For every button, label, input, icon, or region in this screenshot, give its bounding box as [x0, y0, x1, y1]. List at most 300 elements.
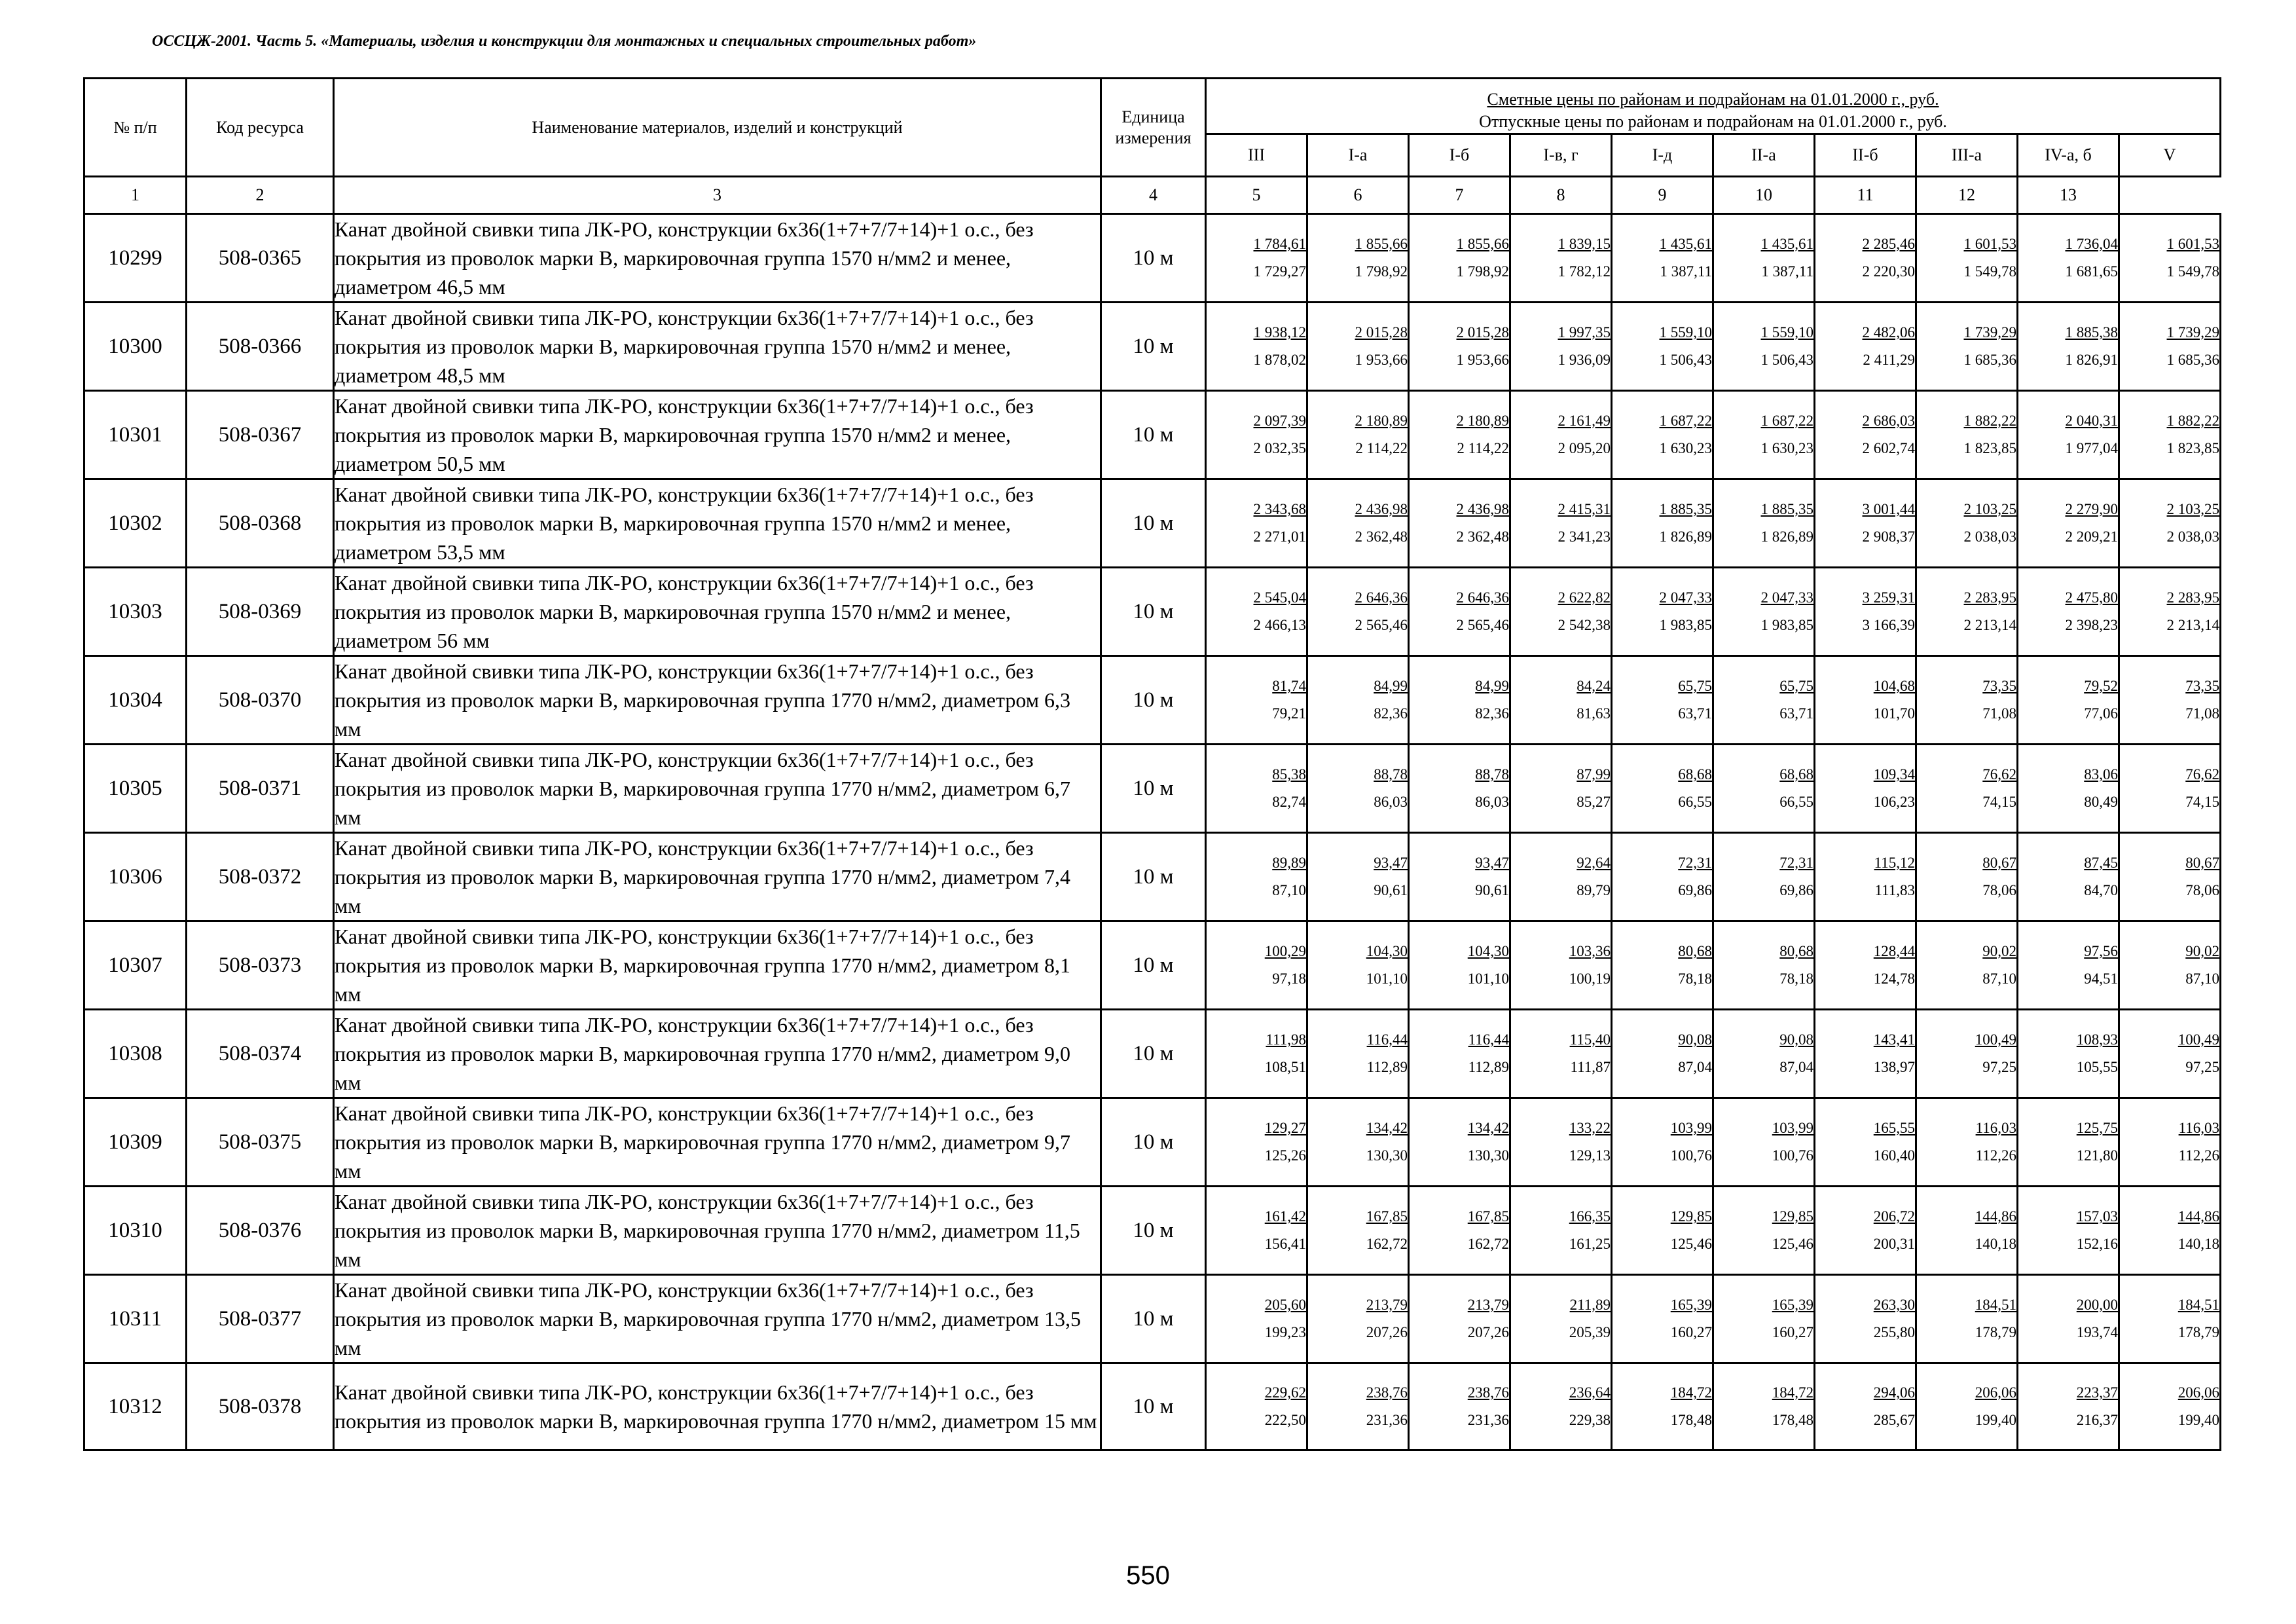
release-price: 152,16 — [2076, 1236, 2118, 1252]
row-number: 10299 — [84, 214, 187, 303]
estimate-price: 167,85 — [1467, 1208, 1509, 1225]
release-price: 2 095,20 — [1558, 440, 1611, 456]
resource-code: 508-0377 — [187, 1275, 334, 1363]
release-price: 2 213,14 — [1963, 617, 2016, 633]
unit-of-measure: 10 м — [1101, 303, 1206, 391]
price-cell — [2119, 921, 2221, 1010]
price-cell — [1612, 745, 1713, 833]
price-cell — [1307, 1010, 1409, 1098]
estimate-price: 238,76 — [1467, 1384, 1509, 1401]
price-cell — [2018, 921, 2119, 1010]
material-name: Канат двойной свивки типа ЛК-РО, конструкции 6х36(1+7+7/7+14)+1 о.с., без покрытия из проволок марки В, маркировочная группа 1570 н/мм2 и менее, диаметром 50,5 мм — [334, 391, 1101, 479]
price-cell — [1612, 568, 1713, 656]
price-cell — [1510, 833, 1612, 921]
estimate-price: 1 687,22 — [1760, 413, 1813, 429]
release-price: 89,79 — [1576, 882, 1611, 898]
price-cell — [1916, 745, 2018, 833]
estimate-price: 2 622,82 — [1558, 589, 1611, 606]
price-cell — [2018, 479, 2119, 568]
release-price: 1 983,85 — [1760, 617, 1813, 633]
price-cell — [2018, 656, 2119, 745]
release-price: 255,80 — [1873, 1324, 1915, 1340]
estimate-price: 80,67 — [1982, 855, 2016, 871]
release-price: 124,78 — [1873, 970, 1915, 987]
release-price: 207,26 — [1467, 1324, 1509, 1340]
column-number: 2 — [187, 177, 334, 214]
price-cell — [1510, 303, 1612, 391]
estimate-price: 2 180,89 — [1456, 413, 1509, 429]
estimate-price: 134,42 — [1467, 1120, 1509, 1136]
release-price: 178,48 — [1772, 1412, 1813, 1428]
release-price: 69,86 — [1779, 882, 1813, 898]
release-price: 1 782,12 — [1558, 263, 1611, 280]
price-cell — [1510, 1187, 1612, 1275]
column-number: 7 — [1409, 177, 1510, 214]
price-cell — [1815, 921, 1916, 1010]
release-price: 2 114,22 — [1457, 440, 1509, 456]
table-row — [84, 303, 2221, 391]
estimate-price: 93,47 — [1475, 855, 1509, 871]
price-cell — [1713, 479, 1815, 568]
estimate-price: 129,27 — [1264, 1120, 1306, 1136]
region-header: V — [2119, 134, 2221, 177]
table-row — [84, 1363, 2221, 1450]
release-price: 87,04 — [1779, 1059, 1813, 1075]
price-cell — [2119, 568, 2221, 656]
price-cell — [1307, 1275, 1409, 1363]
estimate-price: 206,06 — [2178, 1384, 2220, 1401]
row-number: 10302 — [84, 479, 187, 568]
price-cell — [1916, 1098, 2018, 1187]
price-cell — [2119, 745, 2221, 833]
release-price: 2 565,46 — [1355, 617, 1408, 633]
estimate-price: 236,64 — [1569, 1384, 1611, 1401]
release-price: 199,23 — [1264, 1324, 1306, 1340]
estimate-price: 2 015,28 — [1456, 324, 1509, 341]
price-cell — [1815, 745, 1916, 833]
price-cell — [1206, 1098, 1307, 1187]
release-price: 86,03 — [1374, 794, 1408, 810]
header-resource-code: Код ресурса — [187, 79, 334, 177]
estimate-price: 1 435,61 — [1760, 236, 1813, 252]
table-row — [84, 745, 2221, 833]
estimate-price: 88,78 — [1475, 766, 1509, 783]
price-cell — [1916, 303, 2018, 391]
table-row — [84, 214, 2221, 303]
release-price: 2 038,03 — [2166, 528, 2220, 545]
price-cell — [1612, 214, 1713, 303]
price-cell — [1713, 1187, 1815, 1275]
resource-code: 508-0378 — [187, 1363, 334, 1450]
release-price: 63,71 — [1678, 705, 1712, 722]
release-price: 2 362,48 — [1355, 528, 1408, 545]
price-cell — [1206, 656, 1307, 745]
material-name: Канат двойной свивки типа ЛК-РО, конструкции 6х36(1+7+7/7+14)+1 о.с., без покрытия из проволок марки В, маркировочная группа 1770 н/мм2, диаметром 8,1 мм — [334, 921, 1101, 1010]
release-price: 205,39 — [1569, 1324, 1611, 1340]
release-price: 66,55 — [1779, 794, 1813, 810]
estimate-price: 2 279,90 — [2065, 501, 2118, 517]
price-cell — [1307, 479, 1409, 568]
estimate-price: 144,86 — [1975, 1208, 2016, 1225]
unit-of-measure: 10 м — [1101, 1187, 1206, 1275]
estimate-price: 2 475,80 — [2065, 589, 2118, 606]
price-cell — [1916, 479, 2018, 568]
price-cell — [1916, 921, 2018, 1010]
price-cell — [1409, 921, 1510, 1010]
price-cell — [1307, 1098, 1409, 1187]
estimate-price: 143,41 — [1873, 1031, 1915, 1048]
estimate-price: 1 739,29 — [1963, 324, 2016, 341]
release-price: 77,06 — [2084, 705, 2118, 722]
release-price: 129,13 — [1569, 1147, 1611, 1164]
price-cell — [1916, 1363, 2018, 1450]
price-cell — [1409, 1363, 1510, 1450]
release-price: 2 341,23 — [1558, 528, 1611, 545]
estimate-price: 2 103,25 — [2166, 501, 2220, 517]
price-cell — [2018, 833, 2119, 921]
release-price: 105,55 — [2076, 1059, 2118, 1075]
unit-of-measure: 10 м — [1101, 391, 1206, 479]
price-cell — [1612, 479, 1713, 568]
estimate-price: 1 855,66 — [1456, 236, 1509, 252]
price-cell — [2018, 1275, 2119, 1363]
release-price: 101,10 — [1467, 970, 1509, 987]
release-price: 2 271,01 — [1253, 528, 1306, 545]
release-price: 97,25 — [2185, 1059, 2220, 1075]
price-cell — [1510, 1275, 1612, 1363]
release-price: 1 506,43 — [1659, 352, 1712, 368]
release-price: 82,36 — [1475, 705, 1509, 722]
release-price: 78,18 — [1779, 970, 1813, 987]
unit-of-measure: 10 м — [1101, 656, 1206, 745]
unit-of-measure: 10 м — [1101, 1363, 1206, 1450]
release-price: 125,46 — [1670, 1236, 1712, 1252]
row-number: 10303 — [84, 568, 187, 656]
release-price: 74,15 — [1982, 794, 2016, 810]
price-cell — [1510, 1098, 1612, 1187]
price-cell — [1916, 214, 2018, 303]
estimate-price: 205,60 — [1264, 1297, 1306, 1313]
header-estimate-title: Сметные цены по районам и подрайонам на 01.01.2000 г., руб. — [1487, 90, 1939, 109]
table-row — [84, 479, 2221, 568]
release-price: 231,36 — [1467, 1412, 1509, 1428]
release-price: 229,38 — [1569, 1412, 1611, 1428]
release-price: 130,30 — [1366, 1147, 1408, 1164]
price-cell — [2018, 214, 2119, 303]
price-cell — [2119, 214, 2221, 303]
release-price: 112,89 — [1366, 1059, 1408, 1075]
unit-of-measure: 10 м — [1101, 214, 1206, 303]
region-header: II-б — [1815, 134, 1916, 177]
price-cell — [1612, 1098, 1713, 1187]
estimate-price: 1 435,61 — [1659, 236, 1712, 252]
estimate-price: 2 415,31 — [1558, 501, 1611, 517]
estimate-price: 87,45 — [2084, 855, 2118, 871]
row-number: 10309 — [84, 1098, 187, 1187]
release-price: 2 542,38 — [1558, 617, 1611, 633]
price-cell — [2018, 303, 2119, 391]
price-cell — [1815, 656, 1916, 745]
estimate-price: 90,02 — [1982, 943, 2016, 959]
price-cell — [2119, 1010, 2221, 1098]
release-price: 2 114,22 — [1355, 440, 1408, 456]
table-row — [84, 1098, 2221, 1187]
price-cell — [1409, 656, 1510, 745]
release-price: 199,40 — [2178, 1412, 2220, 1428]
table-row — [84, 568, 2221, 656]
price-cell — [1612, 656, 1713, 745]
estimate-price: 144,86 — [2178, 1208, 2220, 1225]
region-header: IV-а, б — [2018, 134, 2119, 177]
estimate-price: 200,00 — [2076, 1297, 2118, 1313]
price-cell — [1206, 214, 1307, 303]
release-price: 111,87 — [1570, 1059, 1611, 1075]
estimate-price: 109,34 — [1873, 766, 1915, 783]
estimate-price: 80,67 — [2185, 855, 2220, 871]
release-price: 2 565,46 — [1456, 617, 1509, 633]
estimate-price: 238,76 — [1366, 1384, 1408, 1401]
price-cell — [1510, 1363, 1612, 1450]
release-price: 125,26 — [1264, 1147, 1306, 1164]
price-cell — [1510, 1010, 1612, 1098]
release-price: 222,50 — [1264, 1412, 1306, 1428]
release-price: 138,97 — [1873, 1059, 1915, 1075]
release-price: 3 166,39 — [1862, 617, 1915, 633]
release-price: 1 953,66 — [1355, 352, 1408, 368]
price-cell — [1713, 921, 1815, 1010]
release-price: 87,10 — [2185, 970, 2220, 987]
estimate-price: 134,42 — [1366, 1120, 1408, 1136]
estimate-price: 80,68 — [1678, 943, 1712, 959]
table-row — [84, 391, 2221, 479]
region-header: I-д — [1612, 134, 1713, 177]
estimate-price: 97,56 — [2084, 943, 2118, 959]
price-cell — [2119, 1098, 2221, 1187]
release-price: 193,74 — [2076, 1324, 2118, 1340]
estimate-price: 129,85 — [1670, 1208, 1712, 1225]
estimate-price: 1 882,22 — [2166, 413, 2220, 429]
release-price: 1 826,89 — [1659, 528, 1712, 545]
region-header: I-б — [1409, 134, 1510, 177]
price-cell — [1206, 833, 1307, 921]
estimate-price: 2 161,49 — [1558, 413, 1611, 429]
price-cell — [1713, 568, 1815, 656]
estimate-price: 84,24 — [1576, 678, 1611, 694]
price-cell — [2018, 391, 2119, 479]
estimate-price: 206,06 — [1975, 1384, 2016, 1401]
price-cell — [1307, 214, 1409, 303]
release-price: 2 411,29 — [1863, 352, 1915, 368]
estimate-price: 167,85 — [1366, 1208, 1408, 1225]
resource-code: 508-0367 — [187, 391, 334, 479]
price-cell — [1815, 1010, 1916, 1098]
estimate-price: 116,44 — [1468, 1031, 1509, 1048]
row-number: 10306 — [84, 833, 187, 921]
price-cell — [2119, 303, 2221, 391]
estimate-price: 213,79 — [1366, 1297, 1408, 1313]
price-cell — [1713, 391, 1815, 479]
estimate-price: 65,75 — [1678, 678, 1712, 694]
row-number: 10301 — [84, 391, 187, 479]
price-cell — [1206, 745, 1307, 833]
price-cell — [1612, 833, 1713, 921]
release-price: 216,37 — [2076, 1412, 2118, 1428]
estimate-price: 1 687,22 — [1659, 413, 1712, 429]
column-number: 1 — [84, 177, 187, 214]
resource-code: 508-0376 — [187, 1187, 334, 1275]
release-price: 78,18 — [1678, 970, 1712, 987]
release-price: 63,71 — [1779, 705, 1813, 722]
price-cell — [1409, 1187, 1510, 1275]
estimate-price: 87,99 — [1576, 766, 1611, 783]
release-price: 82,36 — [1374, 705, 1408, 722]
price-cell — [1307, 745, 1409, 833]
estimate-price: 90,02 — [2185, 943, 2220, 959]
release-price: 101,10 — [1366, 970, 1408, 987]
release-price: 1 823,85 — [1963, 440, 2016, 456]
release-price: 79,21 — [1272, 705, 1306, 722]
estimate-price: 128,44 — [1873, 943, 1915, 959]
estimate-price: 72,31 — [1779, 855, 1813, 871]
estimate-price: 1 559,10 — [1659, 324, 1712, 341]
estimate-price: 116,03 — [2178, 1120, 2220, 1136]
release-price: 1 798,92 — [1355, 263, 1408, 280]
release-price: 160,27 — [1772, 1324, 1813, 1340]
price-cell — [1815, 303, 1916, 391]
release-price: 178,48 — [1670, 1412, 1712, 1428]
release-price: 161,25 — [1569, 1236, 1611, 1252]
estimate-price: 1 885,35 — [1659, 501, 1712, 517]
table-row — [84, 1275, 2221, 1363]
price-cell — [1409, 745, 1510, 833]
estimate-price: 1 839,15 — [1558, 236, 1611, 252]
release-price: 178,79 — [2178, 1324, 2220, 1340]
estimate-price: 1 938,12 — [1253, 324, 1306, 341]
release-price: 1 798,92 — [1456, 263, 1509, 280]
estimate-price: 2 283,95 — [1963, 589, 2016, 606]
price-cell — [1206, 568, 1307, 656]
estimate-price: 2 047,33 — [1659, 589, 1712, 606]
price-cell — [1713, 833, 1815, 921]
column-number: 5 — [1206, 177, 1307, 214]
estimate-price: 184,51 — [2178, 1297, 2220, 1313]
estimate-price: 65,75 — [1779, 678, 1813, 694]
material-name: Канат двойной свивки типа ЛК-РО, конструкции 6х36(1+7+7/7+14)+1 о.с., без покрытия из проволок марки В, маркировочная группа 1570 н/мм2 и менее, диаметром 56 мм — [334, 568, 1101, 656]
row-number: 10305 — [84, 745, 187, 833]
release-price: 1 953,66 — [1456, 352, 1509, 368]
estimate-price: 79,52 — [2084, 678, 2118, 694]
unit-of-measure: 10 м — [1101, 1098, 1206, 1187]
release-price: 90,61 — [1374, 882, 1408, 898]
price-cell — [2018, 745, 2119, 833]
price-cell — [1206, 921, 1307, 1010]
price-cell — [2119, 1275, 2221, 1363]
estimate-price: 84,99 — [1475, 678, 1509, 694]
estimate-price: 2 180,89 — [1355, 413, 1408, 429]
price-cell — [1409, 391, 1510, 479]
release-price: 2 038,03 — [1963, 528, 2016, 545]
resource-code: 508-0370 — [187, 656, 334, 745]
release-price: 2 908,37 — [1862, 528, 1915, 545]
estimate-price: 80,68 — [1779, 943, 1813, 959]
column-number: 8 — [1510, 177, 1612, 214]
header-prices — [1206, 79, 2221, 134]
release-price: 94,51 — [2084, 970, 2118, 987]
column-number: 9 — [1612, 177, 1713, 214]
price-cell — [1916, 1187, 2018, 1275]
price-cell — [1206, 391, 1307, 479]
table-row — [84, 656, 2221, 745]
material-name: Канат двойной свивки типа ЛК-РО, конструкции 6х36(1+7+7/7+14)+1 о.с., без покрытия из проволок марки В, маркировочная группа 1770 н/мм2, диаметром 11,5 мм — [334, 1187, 1101, 1275]
release-price: 140,18 — [2178, 1236, 2220, 1252]
release-price: 1 387,11 — [1761, 263, 1813, 280]
release-price: 1 506,43 — [1760, 352, 1813, 368]
region-header: II-а — [1713, 134, 1815, 177]
release-price: 1 878,02 — [1253, 352, 1306, 368]
price-cell — [2018, 1187, 2119, 1275]
price-cell — [1307, 1363, 1409, 1450]
material-name: Канат двойной свивки типа ЛК-РО, конструкции 6х36(1+7+7/7+14)+1 о.с., без покрытия из проволок марки В, маркировочная группа 1770 н/мм2, диаметром 15 мм — [334, 1363, 1101, 1450]
price-cell — [1815, 833, 1916, 921]
release-price: 87,10 — [1982, 970, 2016, 987]
price-cell — [1206, 303, 1307, 391]
price-cell — [1713, 656, 1815, 745]
price-table — [83, 77, 2221, 1451]
price-cell — [1713, 1098, 1815, 1187]
release-price: 90,61 — [1475, 882, 1509, 898]
price-cell — [1206, 1275, 1307, 1363]
price-cell — [1815, 1363, 1916, 1450]
price-cell — [1409, 1098, 1510, 1187]
estimate-price: 211,89 — [1569, 1297, 1611, 1313]
release-price: 78,06 — [1982, 882, 2016, 898]
price-cell — [1612, 303, 1713, 391]
release-price: 101,70 — [1873, 705, 1915, 722]
estimate-price: 88,78 — [1374, 766, 1408, 783]
price-cell — [2119, 656, 2221, 745]
price-cell — [1713, 1363, 1815, 1450]
price-cell — [1206, 1363, 1307, 1450]
price-cell — [1815, 1187, 1916, 1275]
column-number: 6 — [1307, 177, 1409, 214]
estimate-price: 73,35 — [1982, 678, 2016, 694]
price-cell — [1916, 1275, 2018, 1363]
price-cell — [1916, 391, 2018, 479]
resource-code: 508-0368 — [187, 479, 334, 568]
estimate-price: 133,22 — [1569, 1120, 1611, 1136]
release-price: 106,23 — [1873, 794, 1915, 810]
release-price: 71,08 — [2185, 705, 2220, 722]
estimate-price: 108,93 — [2076, 1031, 2118, 1048]
resource-code: 508-0374 — [187, 1010, 334, 1098]
material-name: Канат двойной свивки типа ЛК-РО, конструкции 6х36(1+7+7/7+14)+1 о.с., без покрытия из проволок марки В, маркировочная группа 1770 н/мм2, диаметром 9,0 мм — [334, 1010, 1101, 1098]
estimate-price: 129,85 — [1772, 1208, 1813, 1225]
estimate-price: 92,64 — [1576, 855, 1611, 871]
resource-code: 508-0373 — [187, 921, 334, 1010]
estimate-price: 103,36 — [1569, 943, 1611, 959]
price-cell — [1409, 303, 1510, 391]
estimate-price: 1 855,66 — [1355, 236, 1408, 252]
estimate-price: 1 601,53 — [1963, 236, 2016, 252]
price-cell — [1815, 479, 1916, 568]
estimate-price: 2 436,98 — [1355, 501, 1408, 517]
estimate-price: 3 259,31 — [1862, 589, 1915, 606]
unit-of-measure: 10 м — [1101, 1010, 1206, 1098]
release-price: 97,25 — [1982, 1059, 2016, 1075]
price-cell — [1713, 1275, 1815, 1363]
price-cell — [1713, 745, 1815, 833]
price-cell — [1815, 391, 1916, 479]
